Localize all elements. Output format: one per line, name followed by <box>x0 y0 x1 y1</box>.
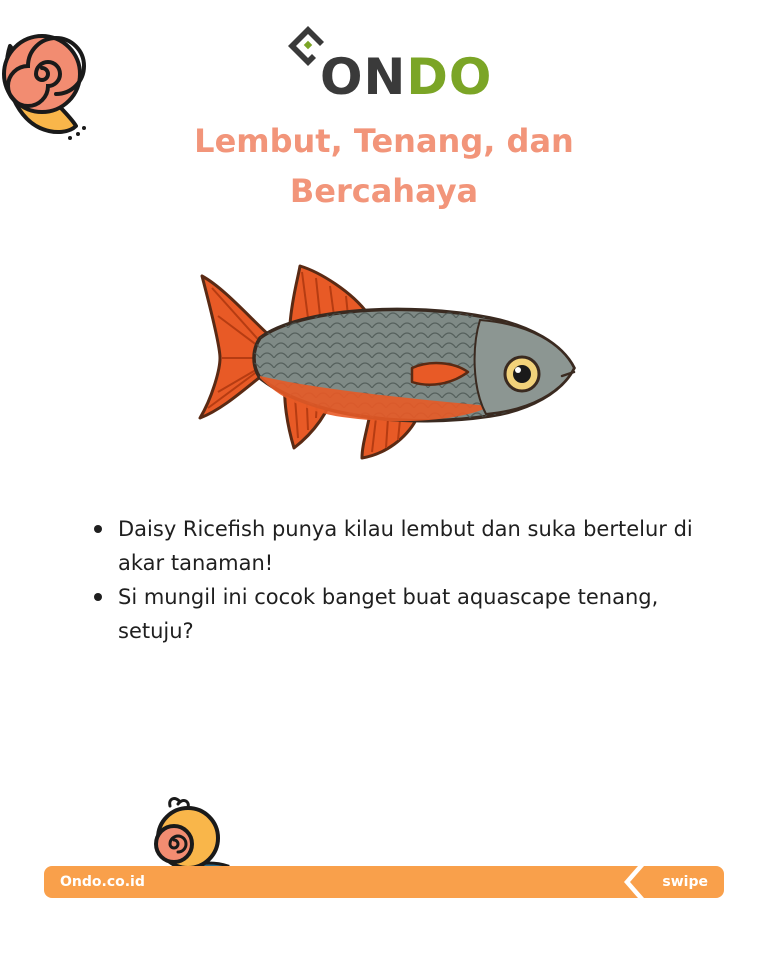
snail-icon <box>140 796 232 870</box>
bullet-text: Daisy Ricefish punya kilau lembut dan suka bertelur di akar tanaman! <box>118 517 693 575</box>
swipe-button[interactable]: swipe <box>662 874 708 890</box>
bullet-dot <box>94 525 102 533</box>
title-line-1: Lembut, Tenang, dan <box>194 122 574 160</box>
bullet-item <box>92 512 712 580</box>
bullet-item <box>92 580 712 648</box>
page-title <box>150 116 618 216</box>
logo-text-green: DO <box>406 48 493 106</box>
bullet-list <box>92 512 712 648</box>
bullet-dot <box>94 593 102 601</box>
footer-site-link[interactable]: Ondo.co.id <box>60 874 145 890</box>
chevron-left-icon <box>604 866 664 898</box>
brand-logo <box>286 22 493 106</box>
title-line-2: Bercahaya <box>289 172 479 210</box>
snail-icon <box>0 16 96 140</box>
footer-bar <box>44 866 724 898</box>
logo-text-dark: ON <box>320 48 407 106</box>
bullet-text: Si mungil ini cocok banget buat aquascape tenang, setuju? <box>118 585 659 643</box>
fish-illustration <box>190 258 585 466</box>
